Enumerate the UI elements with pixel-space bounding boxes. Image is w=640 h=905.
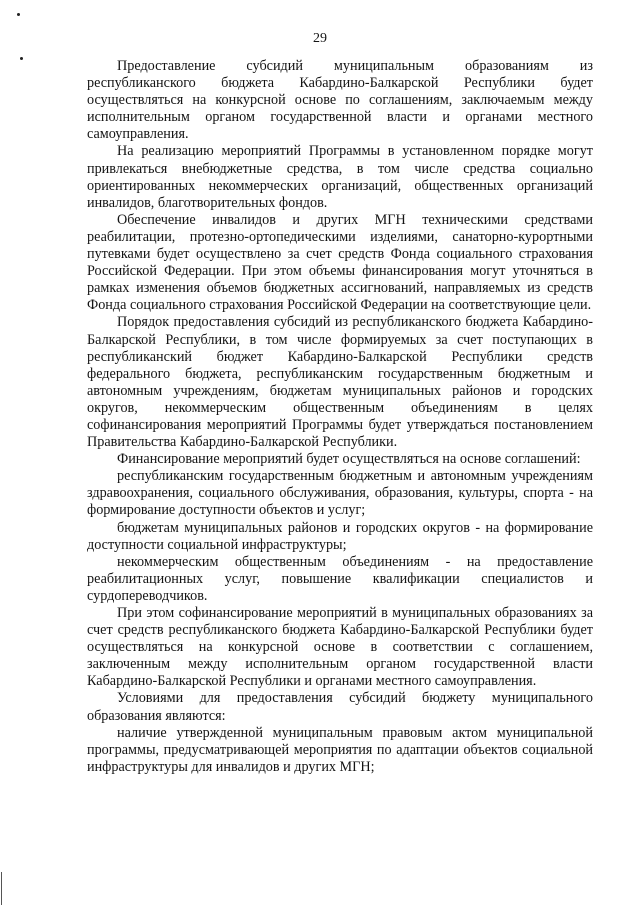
- document-body: [87, 58, 593, 776]
- paragraph-subsidies-competitive-basis: Предоставление субсидий муниципальным образованиям из республиканского бюджета Кабардино-Балкарской Республики будет осуществляться на конкурсной основе по соглашениям, заключаемым между исполнительным органом государственной власти и органами местного самоуправления.: [87, 58, 593, 143]
- list-item-municipal-budgets: бюджетам муниципальных районов и городских округов - на формирование доступности социальной инфраструктуры;: [87, 519, 593, 553]
- paragraph-financing-agreements: Финансирование мероприятий будет осуществляться на основе соглашений:: [117, 451, 581, 468]
- list-item-municipal-program: наличие утвержденной муниципальным правовым актом муниципальной программы, предусматривающей мероприятия по адаптации объектов социальной инфраструктуры для инвалидов и других МГН;: [87, 724, 593, 775]
- scan-speck: [17, 13, 20, 16]
- list-item-state-institutions: республиканским государственным бюджетным и автономным учреждениям здравоохранения, социального обслуживания, образования, культуры, спорта - на формирование доступности объектов и услуг;: [87, 468, 593, 519]
- paragraph-extrabudgetary-funds: На реализацию мероприятий Программы в установленном порядке могут привлекаться внебюджетные средства, в том числе средства социально ориентированных некоммерческих организаций, общественных организаций инвалидов, благотворительных фондов.: [87, 143, 593, 211]
- paragraph-subsidy-procedure: Порядок предоставления субсидий из республиканского бюджета Кабардино-Балкарской Республики, в том числе формируемых за счет поступающих в республиканский бюджет Кабардино-Балкарской Республики средств федерального бюджета, республиканским государственным бюджетным и автономным учреждениям, бюджетам муниципальных районов и городских округов, некоммерческим общественным объединениям в целях софинансирования мероприятий Программы будет утверждаться постановлением Правительства Кабардино-Балкарской Республики.: [87, 314, 593, 451]
- list-item-nonprofit-associations: некоммерческим общественным объединениям - на предоставление реабилитационных услуг, повышение квалификации специалистов и сурдопереводчиков.: [87, 553, 593, 604]
- paragraph-subsidy-conditions: Условиями для предоставления субсидий бюджету муниципального образования являются:: [87, 690, 593, 724]
- scan-edge-line: [1, 872, 2, 905]
- scan-speck: [20, 57, 23, 60]
- paragraph-rehabilitation-means: Обеспечение инвалидов и других МГН техническими средствами реабилитации, протезно-ортопедическими изделиями, санаторно-курортными путевками будет осуществлено за счет средств Фонда социального страхования Российской Федерации. При этом объемы финансирования могут уточняться в рамках изменения объемов бюджетных ассигнований, направляемых из средств Фонда социального страхования Российской Федерации на соответствующие цели.: [87, 211, 593, 314]
- paragraph-cofinancing: При этом софинансирование мероприятий в муниципальных образованиях за счет средств республиканского бюджета Кабардино-Балкарской Республики будет осуществляться на конкурсной основе в соответствии с соглашением, заключенным между исполнительным органом государственной власти Кабардино-Балкарской Республики и органами местного самоуправления.: [87, 605, 593, 690]
- page-number: 29: [313, 31, 327, 46]
